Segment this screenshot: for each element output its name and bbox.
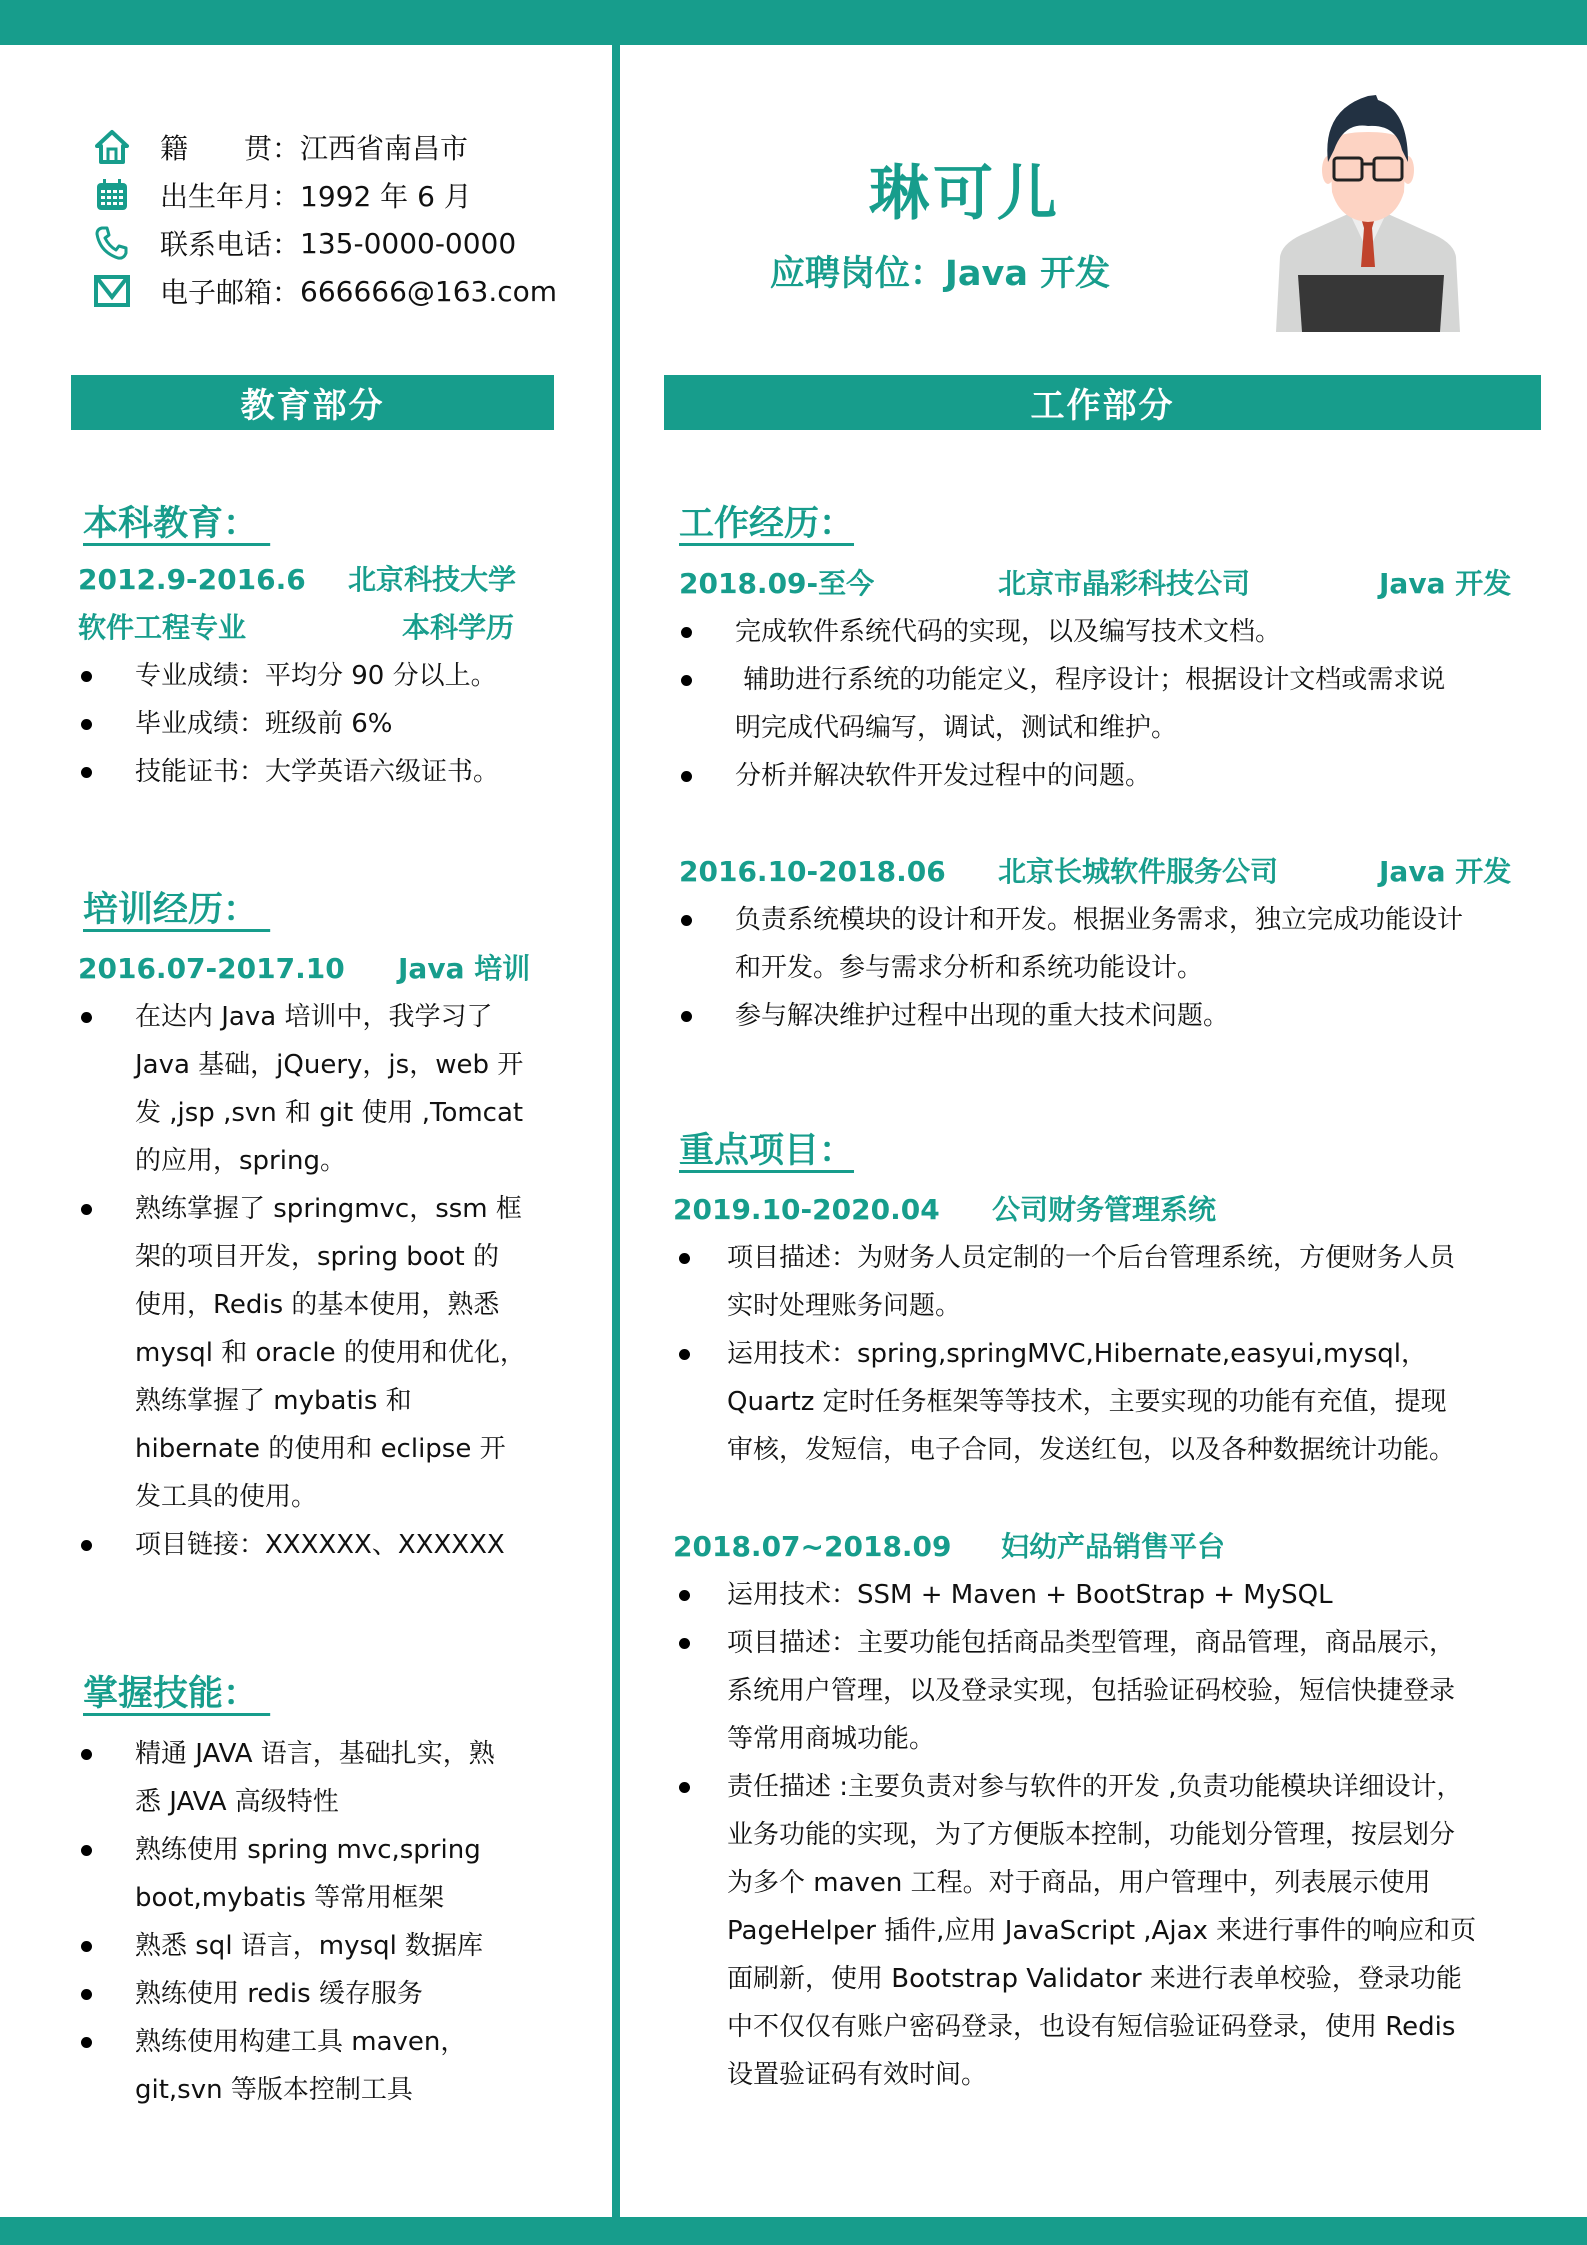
candidate-name: 琳可儿 (869, 159, 1061, 229)
bullet-line: 发 ,jsp ,svn 和 git 使用 ,Tomcat (135, 1098, 524, 1128)
bullet-line: 等常用商城功能。 (727, 1724, 936, 1754)
bullet-line: 运用技术：SSM + Maven + BootStrap + MySQL (727, 1580, 1333, 1610)
bullet-line: 专业成绩：平均分 90 分以上。 (135, 661, 497, 691)
bullet-item (673, 1330, 1553, 1474)
bullet-item (78, 700, 598, 748)
bullet-dot-icon (81, 1989, 92, 2000)
bullet-item (673, 1571, 1553, 1619)
training-bullets (78, 993, 598, 1569)
bullet-item (78, 748, 598, 796)
job-role: Java 开发 (1379, 855, 1512, 888)
bullet-text (135, 700, 598, 748)
bullet-item (78, 1826, 598, 1922)
bullet-line: 完成软件系统代码的实现，以及编写技术文档。 (735, 617, 1282, 647)
project-bullets (673, 1571, 1553, 2099)
bullet-text (135, 993, 598, 1185)
job-1 (679, 560, 1559, 800)
contact-value: 江西省南昌市 (300, 132, 469, 165)
bullet-text (727, 1763, 1553, 2099)
bullet-line: 熟练使用 spring mvc,spring (135, 1835, 481, 1865)
bullet-line: 设置验证码有效时间。 (727, 2060, 988, 2090)
undergrad-bullets (78, 652, 598, 796)
bullet-line: hibernate 的使用和 eclipse 开 (135, 1434, 506, 1464)
project-2 (673, 1523, 1553, 2099)
contact-value: 1992 年 6 月 (300, 180, 472, 213)
bullet-line: 系统用户管理，以及登录实现，包括验证码校验，短信快捷登录 (727, 1676, 1456, 1706)
bullet-text (727, 1619, 1553, 1763)
bullet-line: 项目链接：XXXXXX、XXXXXX (135, 1530, 505, 1560)
bullet-line: 中不仅仅有账户密码登录，也设有短信验证码登录，使用 Redis (727, 2012, 1456, 2042)
bullet-text (735, 896, 1559, 992)
bullet-item (679, 608, 1559, 656)
bullet-dot-icon (81, 1012, 92, 1023)
bullet-line: 发工具的使用。 (135, 1482, 318, 1512)
bullet-text (135, 1730, 598, 1826)
bottom-accent-bar (0, 2217, 1587, 2245)
skills-bullets (78, 1730, 598, 2114)
bullet-line: 分析并解决软件开发过程中的问题。 (735, 761, 1152, 791)
bullet-line: 为多个 maven 工程。对于商品，用户管理中，列表展示使用 (727, 1868, 1431, 1898)
job-header (679, 848, 1559, 896)
project-header (673, 1186, 1553, 1234)
bullet-text (735, 752, 1559, 800)
projects-heading: 重点项目： (679, 1131, 855, 1171)
training-period: 2016.07-2017.10 (78, 952, 345, 985)
job-period: 2016.10-2018.06 (679, 855, 946, 888)
bullet-dot-icon (81, 1749, 92, 1760)
bullet-item (673, 1619, 1553, 1763)
training-section (78, 945, 598, 1569)
contact-birth (92, 171, 557, 219)
bullet-line: 业务功能的实现，为了方便版本控制，功能划分管理，按层划分 (727, 1820, 1456, 1850)
training-title: Java 培训 (398, 952, 531, 985)
bullet-line: 面刷新，使用 Bootstrap Validator 来进行表单校验，登录功能 (727, 1964, 1462, 1994)
bullet-text (135, 652, 598, 700)
undergrad-school: 北京科技大学 (348, 563, 517, 596)
bullet-line: 实时处理账务问题。 (727, 1291, 962, 1321)
skills-section (78, 1730, 598, 2114)
bullet-dot-icon (81, 1941, 92, 1952)
bullet-dot-icon (681, 915, 692, 926)
bullet-item (78, 1730, 598, 1826)
bullet-line: 架的项目开发，spring boot 的 (135, 1242, 499, 1272)
project-period: 2019.10-2020.04 (673, 1193, 940, 1226)
bullet-line: 项目描述：主要功能包括商品类型管理，商品管理，商品展示， (727, 1628, 1456, 1658)
bullet-line: mysql 和 oracle 的使用和优化， (135, 1338, 526, 1368)
contact-phone (92, 219, 557, 267)
project-period: 2018.07~2018.09 (673, 1530, 952, 1563)
bullet-item (78, 1970, 598, 2018)
project-title: 公司财务管理系统 (992, 1193, 1217, 1226)
bullet-text (135, 748, 598, 796)
bullet-line: 项目描述：为财务人员定制的一个后台管理系统，方便财务人员 (727, 1243, 1456, 1273)
project-1 (673, 1186, 1553, 1474)
job-bullets (679, 608, 1559, 800)
bullet-line: 责任描述 :主要负责对参与软件的开发 ,负责功能模块详细设计， (727, 1772, 1463, 1802)
training-heading: 培训经历： (83, 890, 271, 930)
bullet-text (135, 1826, 598, 1922)
project-title: 妇幼产品销售平台 (1001, 1530, 1226, 1563)
bullet-item (78, 993, 598, 1185)
bullet-item (78, 652, 598, 700)
undergrad-section (78, 556, 598, 796)
mail-icon (92, 271, 132, 311)
bullet-line: 熟练使用 redis 缓存服务 (135, 1979, 423, 2009)
bullet-line: 使用，Redis 的基本使用，熟悉 (135, 1290, 500, 1320)
bullet-line: 在达内 Java 培训中，我学习了 (135, 1002, 493, 1032)
job-company: 北京长城软件服务公司 (998, 855, 1279, 888)
project-bullets (673, 1234, 1553, 1474)
bullet-dot-icon (81, 767, 92, 778)
bullet-text (727, 1571, 1553, 1619)
bullet-line: 熟悉 sql 语言，mysql 数据库 (135, 1931, 484, 1961)
training-row (78, 945, 598, 993)
avatar (1268, 92, 1468, 334)
bullet-line: Java 基础，jQuery，js，web 开 (135, 1050, 524, 1080)
bullet-line: Quartz 定时任务框架等等技术，主要实现的功能有充值，提现 (727, 1387, 1447, 1417)
bullet-line: 明完成代码编写，调试，测试和维护。 (735, 713, 1178, 743)
job-company: 北京市晶彩科技公司 (998, 567, 1251, 600)
bullet-item (679, 656, 1559, 752)
undergrad-degree: 本科学历 (402, 611, 515, 644)
bullet-dot-icon (81, 1204, 92, 1215)
bullet-text (735, 656, 1559, 752)
contact-info (92, 123, 557, 315)
bullet-line: 毕业成绩：班级前 6% (135, 709, 393, 739)
bullet-dot-icon (679, 1349, 690, 1360)
bullet-dot-icon (681, 1011, 692, 1022)
top-accent-bar (0, 0, 1587, 45)
bullet-line: git,svn 等版本控制工具 (135, 2075, 413, 2105)
bullet-item (679, 992, 1559, 1040)
bullet-line: PageHelper 插件,应用 JavaScript ,Ajax 来进行事件的响应和页 (727, 1916, 1477, 1946)
phone-icon (92, 223, 132, 263)
bullet-text (135, 1521, 598, 1569)
home-icon (92, 127, 132, 167)
bullet-dot-icon (679, 1253, 690, 1264)
bullet-text (727, 1330, 1553, 1474)
job-2 (679, 848, 1559, 1040)
bullet-text (135, 1185, 598, 1521)
bullet-line: 运用技术：spring,springMVC,Hibernate,easyui,mysql， (727, 1339, 1427, 1369)
bullet-dot-icon (81, 671, 92, 682)
bullet-text (135, 1970, 598, 2018)
calendar-icon (92, 175, 132, 215)
bullet-item (673, 1763, 1553, 2099)
contact-value: 135-0000-0000 (300, 226, 517, 260)
bullet-line: 悉 JAVA 高级特性 (135, 1787, 339, 1817)
job-position: 应聘岗位：Java 开发 (769, 254, 1111, 294)
bullet-line: 负责系统模块的设计和开发。根据业务需求，独立完成功能设计 (735, 905, 1464, 935)
job-bullets (679, 896, 1559, 1040)
contact-label: 电子邮箱： (160, 276, 301, 309)
contact-email (92, 267, 557, 315)
job-header (679, 560, 1559, 608)
undergrad-heading: 本科教育： (83, 504, 271, 544)
bullet-dot-icon (81, 1540, 92, 1551)
bullet-text (135, 1922, 598, 1970)
bullet-item (78, 1185, 598, 1521)
work-banner: 工作部分 (664, 375, 1541, 430)
bullet-line: 熟练掌握了 springmvc，ssm 框 (135, 1194, 522, 1224)
bullet-dot-icon (81, 719, 92, 730)
experience-heading: 工作经历： (679, 504, 855, 544)
column-divider (612, 45, 620, 2217)
bullet-line: 和开发。参与需求分析和系统功能设计。 (735, 953, 1204, 983)
undergrad-row-2 (78, 604, 598, 652)
bullet-item (673, 1234, 1553, 1330)
bullet-item (78, 1521, 598, 1569)
contact-hometown (92, 123, 557, 171)
bullet-line: 熟练使用构建工具 maven， (135, 2027, 467, 2057)
contact-label: 联系电话： (160, 228, 301, 261)
bullet-line: 熟练掌握了 mybatis 和 (135, 1386, 412, 1416)
bullet-text (135, 2018, 598, 2114)
education-banner: 教育部分 (71, 375, 554, 430)
bullet-dot-icon (81, 1845, 92, 1856)
bullet-line: 审核，发短信，电子合同，发送红包，以及各种数据统计功能。 (727, 1435, 1456, 1465)
undergrad-row-1 (78, 556, 598, 604)
bullet-dot-icon (679, 1638, 690, 1649)
bullet-dot-icon (681, 771, 692, 782)
bullet-text (735, 608, 1559, 656)
bullet-item (78, 1922, 598, 1970)
job-period: 2018.09-至今 (679, 567, 875, 600)
bullet-item (78, 2018, 598, 2114)
bullet-line: 辅助进行系统的功能定义，程序设计；根据设计文档或需求说 (735, 665, 1446, 695)
bullet-dot-icon (681, 675, 692, 686)
bullet-text (735, 992, 1559, 1040)
bullet-line: 的应用，spring。 (135, 1146, 346, 1176)
bullet-dot-icon (679, 1590, 690, 1601)
undergrad-period: 2012.9-2016.6 (78, 563, 306, 596)
bullet-text (727, 1234, 1553, 1330)
bullet-line: 精通 JAVA 语言，基础扎实，熟 (135, 1739, 495, 1769)
contact-label: 出生年月： (160, 180, 301, 213)
bullet-dot-icon (81, 2037, 92, 2048)
contact-label: 籍 贯： (160, 132, 301, 165)
bullet-line: 技能证书：大学英语六级证书。 (135, 757, 500, 787)
bullet-item (679, 896, 1559, 992)
skills-heading: 掌握技能： (83, 1674, 271, 1714)
bullet-item (679, 752, 1559, 800)
job-role: Java 开发 (1379, 567, 1512, 600)
undergrad-major: 软件工程专业 (78, 611, 247, 644)
bullet-line: 参与解决维护过程中出现的重大技术问题。 (735, 1001, 1230, 1031)
contact-value: 666666@163.com (300, 274, 558, 308)
bullet-dot-icon (679, 1782, 690, 1793)
project-header (673, 1523, 1553, 1571)
bullet-line: boot,mybatis 等常用框架 (135, 1883, 445, 1913)
bullet-dot-icon (681, 627, 692, 638)
